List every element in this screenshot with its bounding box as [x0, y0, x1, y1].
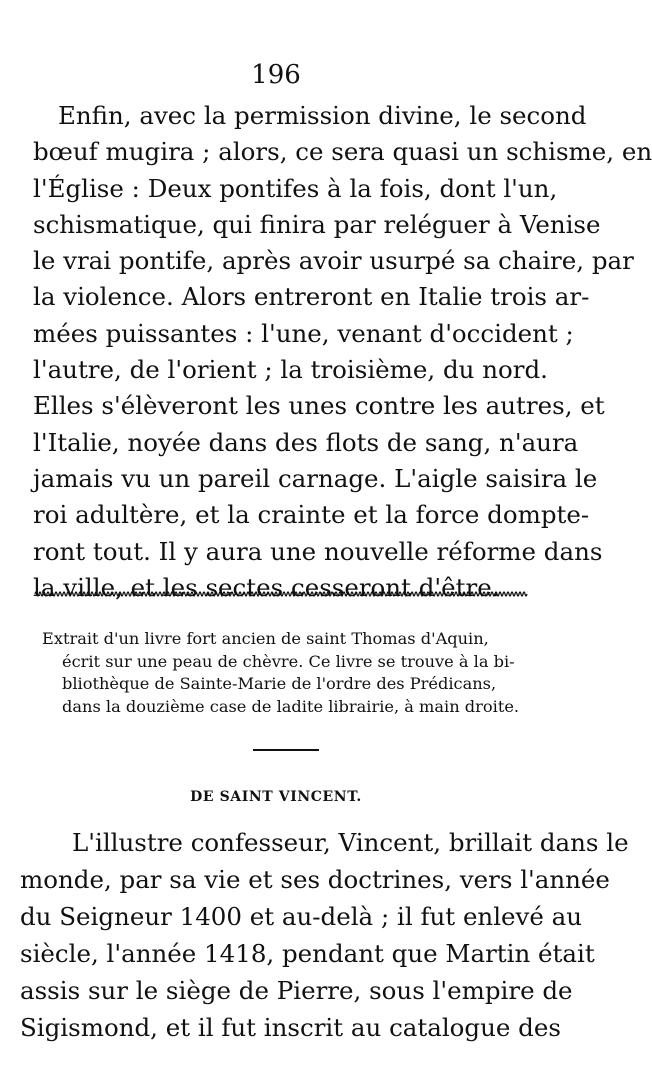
note-line: écrit sur une peau de chèvre. Ce livre se trouve à la bi-	[62, 651, 515, 671]
text-line: Sigismond, et il fut inscrit au catalogue des	[20, 1013, 561, 1042]
body-paragraph-prophecy	[33, 98, 652, 606]
note-line: bliothèque de Sainte-Marie de l'ordre des Prédicans,	[62, 674, 497, 694]
body-paragraph-vincent	[20, 824, 629, 1046]
text-line: roi adultère, et la crainte et la force dompte-	[33, 500, 590, 530]
text-line: l'Italie, noyée dans des flots de sang, n'aura	[33, 427, 579, 457]
text-line: ront tout. Il y aura une nouvelle réforme dans	[33, 536, 603, 566]
text-line: schismatique, qui finira par reléguer à Venise	[33, 209, 601, 239]
text-line: le vrai pontife, après avoir usurpé sa chaire, par	[33, 246, 634, 276]
section-divider	[253, 749, 319, 751]
text-line: assis sur le siège de Pierre, sous l'empire de	[20, 976, 573, 1005]
source-note	[42, 628, 530, 718]
page-number: 196	[251, 60, 301, 90]
note-line: Extrait d'un livre fort ancien de saint Thomas d'Aquin,	[42, 629, 489, 648]
wavy-divider	[35, 590, 527, 598]
text-line: l'Église : Deux pontifes à la fois, dont l'un,	[33, 173, 558, 203]
text-line: Enfin, avec la permission divine, le second	[58, 101, 587, 130]
text-line: l'autre, de l'orient ; la troisième, du nord.	[33, 355, 548, 385]
text-line: jamais vu un pareil carnage. L'aigle saisira le	[33, 463, 598, 493]
text-line: bœuf mugira ; alors, ce sera quasi un schisme, en	[33, 137, 652, 167]
text-line: la ville, et les sectes cesseront d'être.	[33, 572, 500, 602]
section-heading: DE SAINT VINCENT.	[190, 789, 362, 805]
text-line: Elles s'élèveront les unes contre les autres, et	[33, 391, 605, 421]
text-line: monde, par sa vie et ses doctrines, vers l'année	[20, 865, 610, 894]
text-line: siècle, l'année 1418, pendant que Martin était	[20, 939, 595, 968]
text-line: L'illustre confesseur, Vincent, brillait dans le	[72, 828, 629, 857]
text-line: du Seigneur 1400 et au-delà ; il fut enlevé au	[20, 902, 583, 931]
note-line: dans la douzième case de ladite librairie, à main droite.	[62, 696, 520, 716]
text-line: la violence. Alors entreront en Italie trois ar-	[33, 282, 590, 312]
text-line: mées puissantes : l'une, venant d'occident ;	[33, 318, 574, 348]
